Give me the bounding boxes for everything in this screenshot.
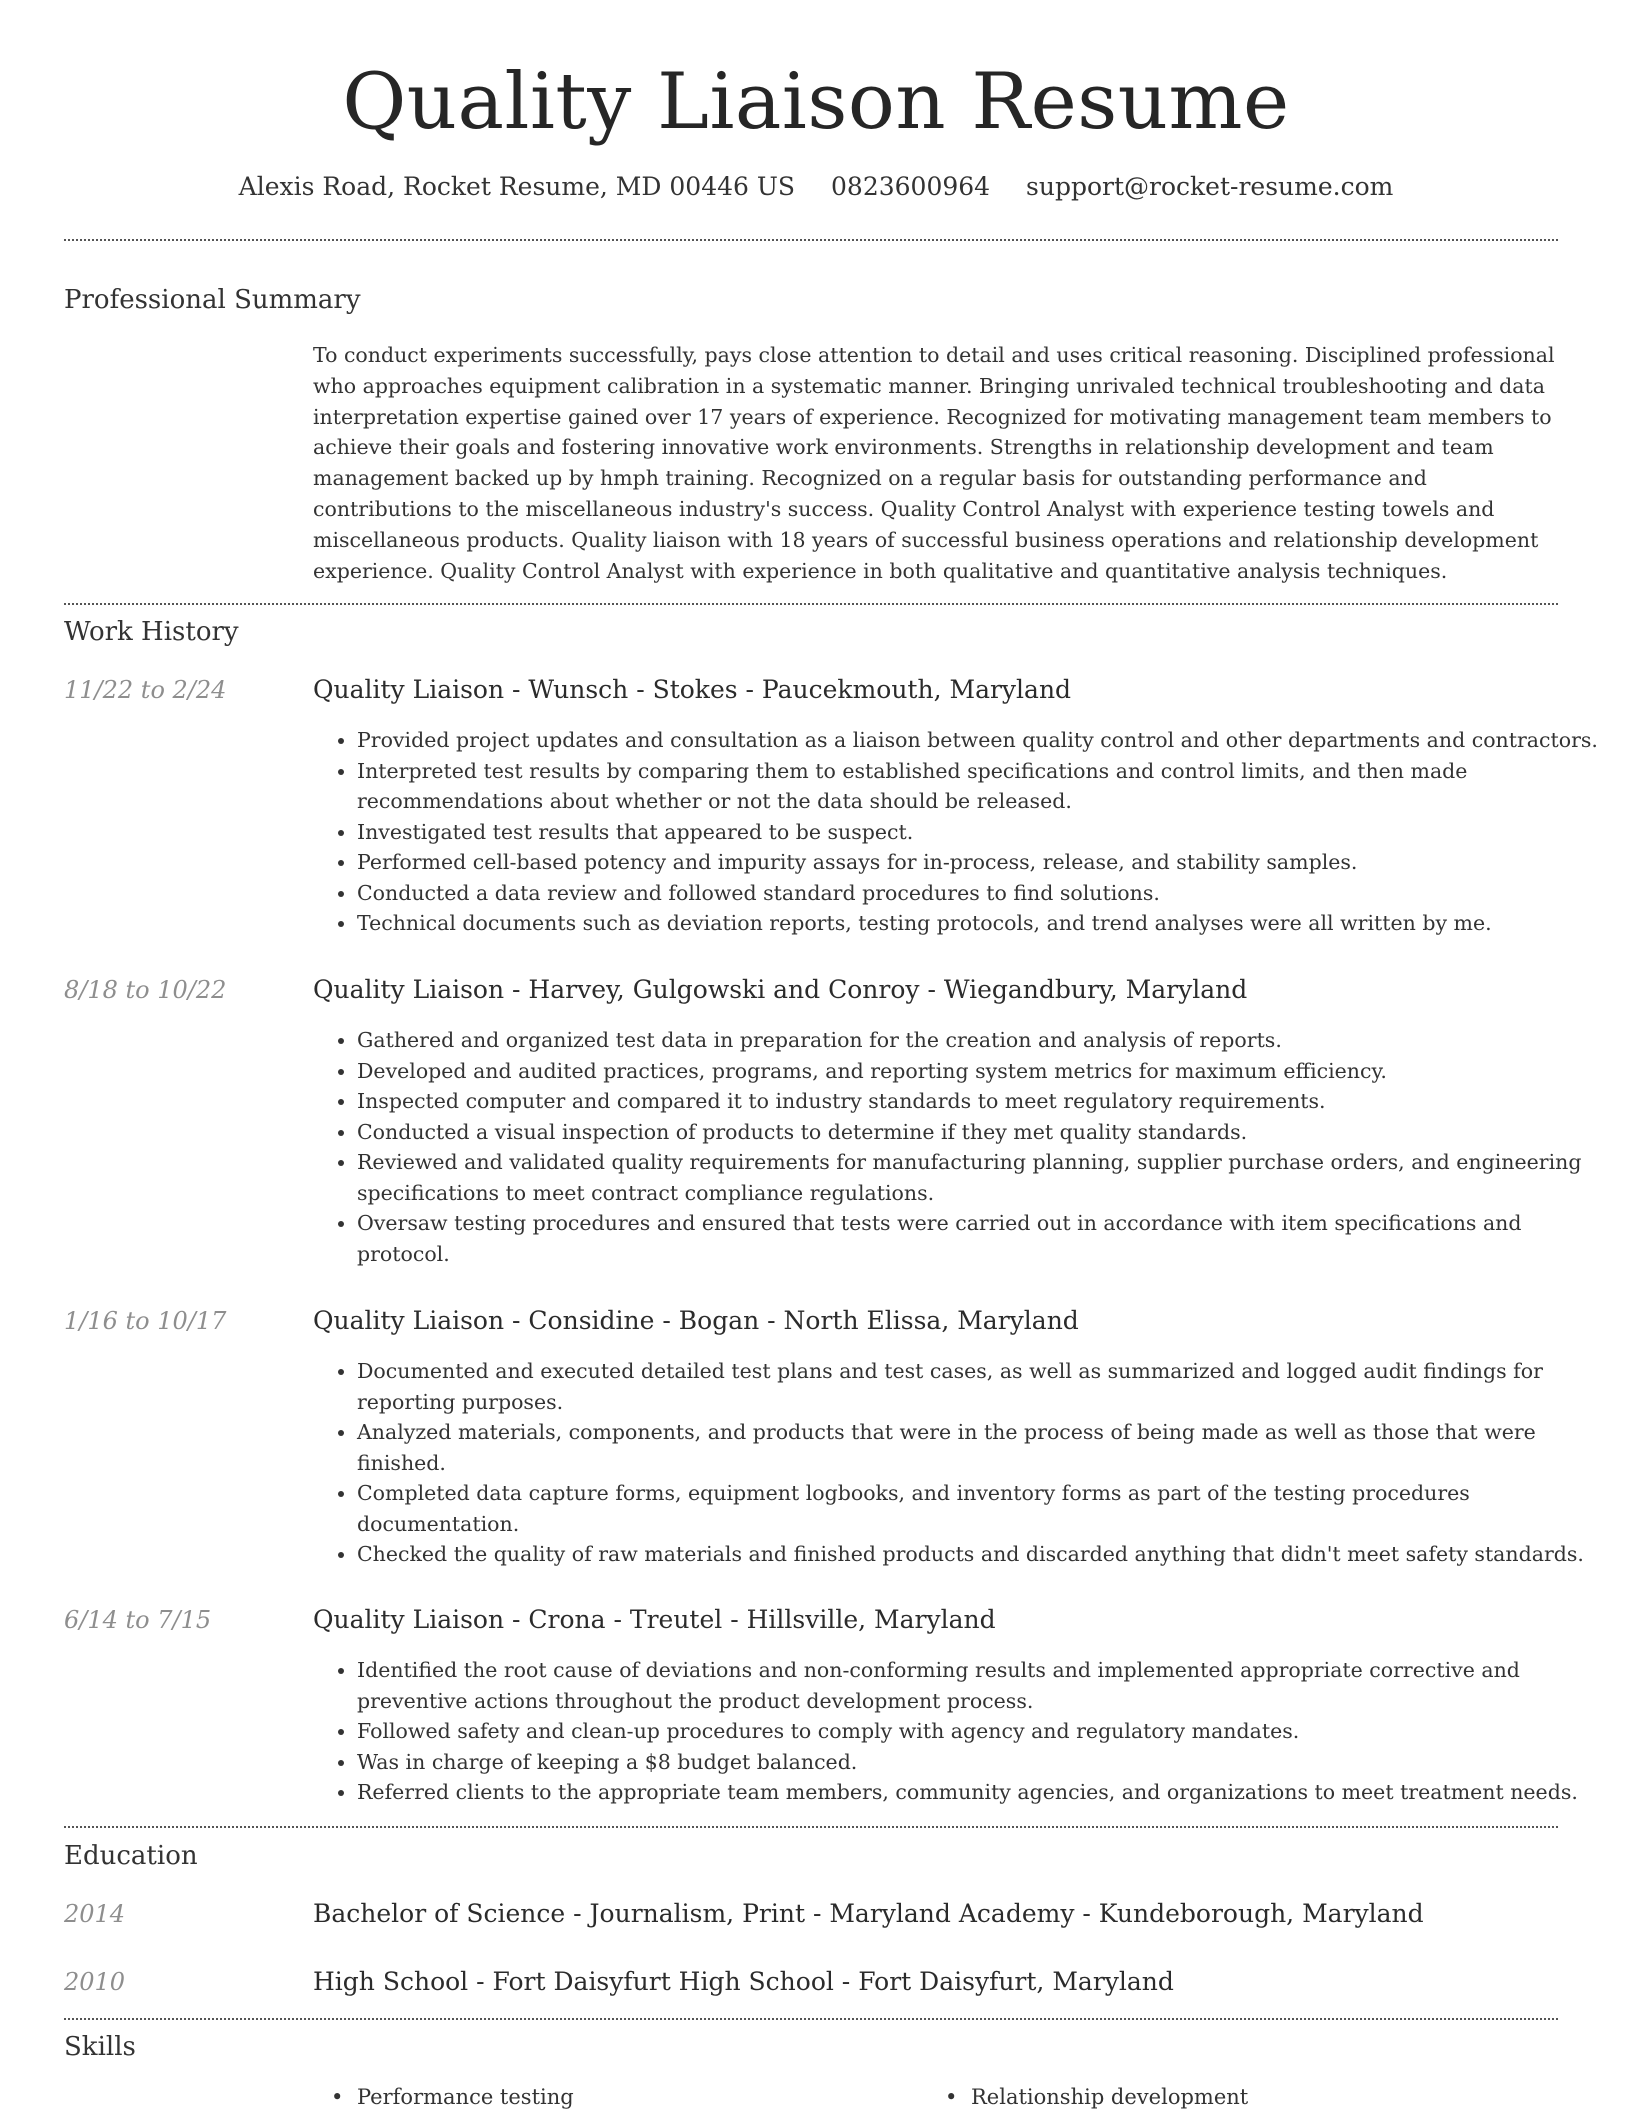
job-dates: 1/16 to 10/17 bbox=[64, 1307, 227, 1335]
job-bullet: • Identified the root cause of deviations and non-conforming results and implemented appropriate corrective and preventive actions throughout the product development process. bbox=[357, 1655, 1611, 1716]
job-bullet: • Oversaw testing procedures and ensured that tests were carried out in accordance with item specifications and protocol. bbox=[357, 1208, 1611, 1269]
job-bullets bbox=[313, 1655, 1611, 1808]
contact-line bbox=[0, 168, 1632, 206]
job-bullet: • Developed and audited practices, programs, and reporting system metrics for maximum efficiency. bbox=[357, 1056, 1611, 1087]
summary-text: To conduct experiments successfully, pays close attention to detail and uses critical reasoning. Disciplined professional who approaches equipment calibration in a systematic manner. Bringing unrivaled technical troubleshooting and data interpretation expertise gained over 17 years of experience. Recognized for motivating management team members to achieve their goals and fostering innovative work environments. Strengths in relationship development and team management backed up by hmph training. Recognized on a regular basis for outstanding performance and contributions to the miscellaneous industry's success. Quality Control Analyst with experience testing towels and miscellaneous products. Quality liaison with 18 years of successful business operations and relationship development experience. Quality Control Analyst with experience in both qualitative and quantitative analysis techniques. bbox=[313, 343, 1555, 583]
education-year: 2014 bbox=[64, 1900, 126, 1928]
section-divider bbox=[64, 1826, 1558, 1828]
skill-item: • Performance testing bbox=[313, 2082, 927, 2112]
job-bullet: • Inspected computer and compared it to industry standards to meet regulatory requirements. bbox=[357, 1086, 1611, 1117]
section-divider bbox=[64, 2018, 1558, 2020]
job-title: Quality Liaison - Considine - Bogan - North Elissa, Maryland bbox=[313, 1306, 1079, 1335]
contact-address: Alexis Road, Rocket Resume, MD 00446 US bbox=[238, 172, 796, 201]
job-bullet: • Provided project updates and consultation as a liaison between quality control and other departments and contractors. bbox=[357, 725, 1611, 756]
job-bullet: • Conducted a visual inspection of products to determine if they met quality standards. bbox=[357, 1117, 1611, 1148]
job-bullet: • Conducted a data review and followed standard procedures to find solutions. bbox=[357, 878, 1611, 909]
job-dates: 11/22 to 2/24 bbox=[64, 676, 227, 704]
job-title: Quality Liaison - Harvey, Gulgowski and Conroy - Wiegandbury, Maryland bbox=[313, 975, 1248, 1004]
section-divider bbox=[64, 239, 1558, 241]
education-year: 2010 bbox=[64, 1968, 126, 1996]
job-bullets bbox=[313, 725, 1611, 939]
summary-heading: Professional Summary bbox=[64, 285, 361, 315]
contact-phone: 0823600964 bbox=[831, 172, 991, 201]
job-bullet: • Reviewed and validated quality requirements for manufacturing planning, supplier purchase orders, and engineering specifications to meet contract compliance regulations. bbox=[357, 1147, 1611, 1208]
job-dates: 8/18 to 10/22 bbox=[64, 976, 227, 1004]
job-bullets bbox=[313, 1356, 1611, 1570]
job-bullet: • Completed data capture forms, equipment logbooks, and inventory forms as part of the testing procedures documentation. bbox=[357, 1478, 1611, 1539]
education-heading: Education bbox=[64, 1841, 198, 1871]
work-history-heading: Work History bbox=[64, 617, 239, 647]
job-bullet: • Referred clients to the appropriate team members, community agencies, and organizations to meet treatment needs. bbox=[357, 1777, 1611, 1808]
contact-email[interactable]: support@rocket-resume.com bbox=[1026, 172, 1394, 201]
job-dates: 6/14 to 7/15 bbox=[64, 1606, 212, 1634]
job-bullet: • Investigated test results that appeared to be suspect. bbox=[357, 817, 1611, 848]
job-bullet: • Documented and executed detailed test plans and test cases, as well as summarized and logged audit findings for reporting purposes. bbox=[357, 1356, 1611, 1417]
education-title: Bachelor of Science - Journalism, Print - Maryland Academy - Kundeborough, Maryland bbox=[313, 1899, 1424, 1928]
resume-title: Quality Liaison Resume bbox=[342, 57, 1290, 147]
job-title: Quality Liaison - Crona - Treutel - Hillsville, Maryland bbox=[313, 1605, 996, 1634]
job-bullet: • Performed cell-based potency and impurity assays for in-process, release, and stability samples. bbox=[357, 847, 1611, 878]
skills-heading: Skills bbox=[64, 2032, 136, 2062]
job-bullet: • Technical documents such as deviation reports, testing protocols, and trend analyses were all written by me. bbox=[357, 908, 1611, 939]
job-bullets bbox=[313, 1025, 1611, 1269]
job-bullet: • Analyzed materials, components, and products that were in the process of being made as well as those that were finished. bbox=[357, 1417, 1611, 1478]
education-title: High School - Fort Daisyfurt High School - Fort Daisyfurt, Maryland bbox=[313, 1967, 1174, 1996]
job-bullet: • Followed safety and clean-up procedures to comply with agency and regulatory mandates. bbox=[357, 1716, 1611, 1747]
job-bullet: • Interpreted test results by comparing them to established specifications and control limits, and then made recommendations about whether or not the data should be released. bbox=[357, 756, 1611, 817]
job-bullet: • Checked the quality of raw materials and finished products and discarded anything that didn't meet safety standards. bbox=[357, 1539, 1611, 1570]
job-bullet: • Was in charge of keeping a $8 budget balanced. bbox=[357, 1747, 1611, 1778]
skills-list bbox=[313, 2082, 1567, 2112]
section-divider bbox=[64, 603, 1558, 605]
skill-item: • Relationship development bbox=[927, 2082, 1541, 2112]
job-bullet: • Gathered and organized test data in preparation for the creation and analysis of reports. bbox=[357, 1025, 1611, 1056]
job-title: Quality Liaison - Wunsch - Stokes - Paucekmouth, Maryland bbox=[313, 675, 1072, 704]
